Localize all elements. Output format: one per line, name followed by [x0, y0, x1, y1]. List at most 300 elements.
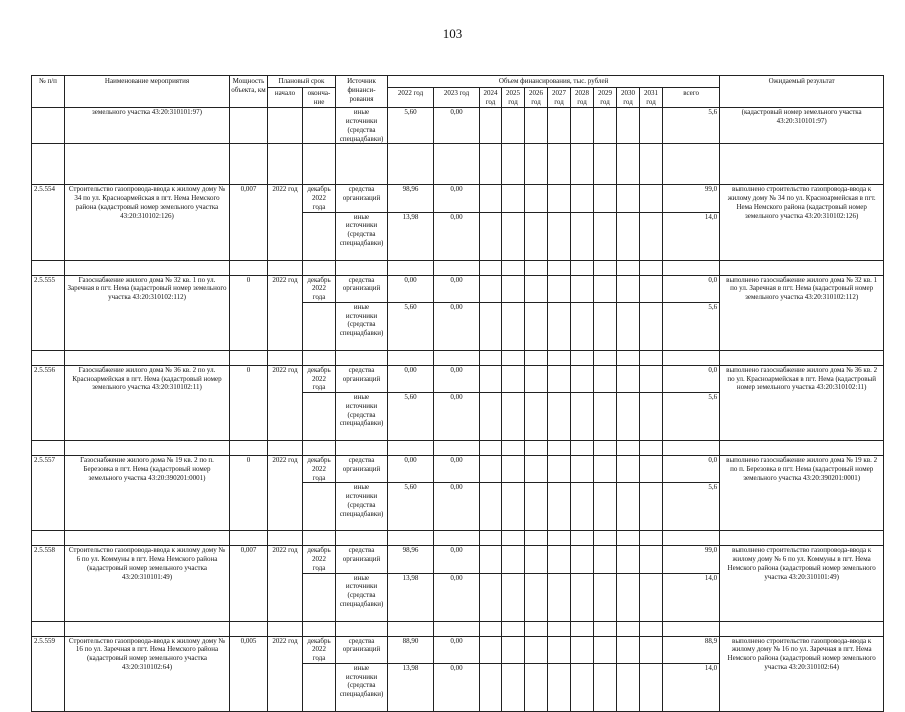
spacer-cell — [268, 144, 303, 185]
cell-2027 — [548, 212, 571, 260]
cell-2022: 98,96 — [388, 185, 434, 212]
spacer-cell — [640, 531, 663, 546]
financing-table — [31, 75, 884, 712]
spacer-cell — [663, 350, 720, 365]
spacer-cell — [548, 144, 571, 185]
cell-2031 — [640, 365, 663, 392]
cell-num: 2.5.556 — [32, 365, 65, 440]
cell-2031 — [640, 108, 663, 144]
spacer-cell — [502, 260, 525, 275]
cell-end — [303, 302, 336, 350]
cell-2026 — [525, 302, 548, 350]
cell-2024 — [480, 663, 502, 711]
cell-total: 0,0 — [663, 365, 720, 392]
cell-2028 — [571, 302, 594, 350]
spacer-cell — [230, 260, 268, 275]
spacer-row — [32, 531, 884, 546]
cell-2025 — [502, 365, 525, 392]
cell-2029 — [594, 393, 617, 441]
header-year: 2027 год — [548, 87, 571, 108]
cell-2022: 13,98 — [388, 212, 434, 260]
cell-2026 — [525, 185, 548, 212]
header-start: начало — [268, 87, 303, 108]
cell-2025 — [502, 663, 525, 711]
table-row — [32, 365, 884, 392]
cell-2027 — [548, 393, 571, 441]
cell-2031 — [640, 483, 663, 531]
cell-2024 — [480, 302, 502, 350]
cell-2027 — [548, 483, 571, 531]
spacer-cell — [65, 621, 230, 636]
spacer-cell — [617, 260, 640, 275]
cell-2028 — [571, 275, 594, 302]
spacer-cell — [617, 621, 640, 636]
cell-name: Газоснабжение жилого дома № 19 кв. 2 по п. Березовка в пгт. Нема (кадастровый номер земельного участка 43:20:390201:0001) — [65, 456, 230, 531]
cell-2029 — [594, 302, 617, 350]
cell-2030 — [617, 636, 640, 663]
table-row — [32, 275, 884, 302]
spacer-cell — [65, 441, 230, 456]
spacer-cell — [303, 144, 336, 185]
cell-num — [32, 108, 65, 144]
cell-2026 — [525, 483, 548, 531]
cell-2026 — [525, 663, 548, 711]
cell-2030 — [617, 108, 640, 144]
cell-2025 — [502, 573, 525, 621]
header-year: 2029 год — [594, 87, 617, 108]
cell-2029 — [594, 275, 617, 302]
cell-2022: 0,00 — [388, 365, 434, 392]
cell-2025 — [502, 456, 525, 483]
cell-start: 2022 год — [268, 275, 303, 350]
cell-source: средства организаций — [336, 275, 388, 302]
spacer-cell — [268, 621, 303, 636]
spacer-cell — [336, 260, 388, 275]
spacer-cell — [571, 621, 594, 636]
cell-num: 2.5.555 — [32, 275, 65, 350]
spacer-row — [32, 144, 884, 185]
cell-total: 5,6 — [663, 483, 720, 531]
spacer-cell — [32, 350, 65, 365]
spacer-cell — [640, 621, 663, 636]
cell-2030 — [617, 483, 640, 531]
cell-2026 — [525, 108, 548, 144]
table-row — [32, 185, 884, 212]
header-name: Наименование мероприятия — [65, 76, 230, 108]
cell-total: 99,0 — [663, 546, 720, 573]
cell-2024 — [480, 108, 502, 144]
spacer-cell — [594, 621, 617, 636]
cell-2027 — [548, 185, 571, 212]
cell-2027 — [548, 546, 571, 573]
cell-2031 — [640, 275, 663, 302]
cell-2024 — [480, 275, 502, 302]
cell-capacity — [230, 108, 268, 144]
cell-2028 — [571, 108, 594, 144]
cell-name: Строительство газопровода-ввода к жилому дому № 34 по ул. Красноармейская в пгт. Нема Немского района (кадастровый номер земельного участка 43:20:310102:126) — [65, 185, 230, 260]
spacer-cell — [548, 621, 571, 636]
cell-2029 — [594, 546, 617, 573]
header-year: 2024 год — [480, 87, 502, 108]
spacer-cell — [594, 144, 617, 185]
cell-2024 — [480, 636, 502, 663]
cell-2030 — [617, 185, 640, 212]
spacer-cell — [480, 260, 502, 275]
cell-2024 — [480, 546, 502, 573]
cell-2025 — [502, 393, 525, 441]
spacer-cell — [640, 350, 663, 365]
header-num: № п/п — [32, 76, 65, 108]
cell-end: декабрь 2022 года — [303, 456, 336, 483]
header-volume: Объем финансирования, тыс. рублей — [388, 76, 720, 88]
cell-total: 88,9 — [663, 636, 720, 663]
cell-2027 — [548, 365, 571, 392]
cell-total: 5,6 — [663, 302, 720, 350]
cell-source: иные источники (средства спецнадбавки) — [336, 393, 388, 441]
cell-start — [268, 108, 303, 144]
cell-2028 — [571, 573, 594, 621]
spacer-cell — [434, 531, 480, 546]
cell-2025 — [502, 483, 525, 531]
cell-2027 — [548, 275, 571, 302]
cell-name: Газоснабжение жилого дома № 32 кв. 1 по ул. Заречная в пгт. Нема (кадастровый номер земельного участка 43:20:310102:112) — [65, 275, 230, 350]
cell-2030 — [617, 275, 640, 302]
spacer-cell — [502, 350, 525, 365]
cell-2029 — [594, 108, 617, 144]
spacer-cell — [32, 260, 65, 275]
spacer-row — [32, 621, 884, 636]
cell-name: земельного участка 43:20:310101:97) — [65, 108, 230, 144]
spacer-cell — [230, 621, 268, 636]
cell-2030 — [617, 663, 640, 711]
cell-source: средства организаций — [336, 456, 388, 483]
cell-2028 — [571, 393, 594, 441]
spacer-cell — [502, 621, 525, 636]
spacer-cell — [525, 621, 548, 636]
spacer-cell — [525, 531, 548, 546]
cell-capacity: 0 — [230, 275, 268, 350]
cell-2029 — [594, 573, 617, 621]
cell-name: Строительство газопровода-ввода к жилому дому № 16 по ул. Заречная в пгт. Нема Немского района (кадастровый номер земельного участка 43:20:310102:64) — [65, 636, 230, 711]
cell-2029 — [594, 365, 617, 392]
spacer-cell — [502, 441, 525, 456]
spacer-cell — [548, 350, 571, 365]
cell-result: выполнено строительство газопровода-ввода к жилому дому № 16 по ул. Заречная в пгт. Нема Немского района (кадастровый номер земельного участка 43:20:310102:64) — [720, 636, 884, 711]
spacer-cell — [230, 441, 268, 456]
spacer-cell — [525, 441, 548, 456]
cell-total: 5,6 — [663, 393, 720, 441]
spacer-cell — [65, 144, 230, 185]
cell-2028 — [571, 663, 594, 711]
cell-end: декабрь 2022 года — [303, 365, 336, 392]
cell-name: Газоснабжение жилого дома № 36 кв. 2 по ул. Красноармейская в пгт. Нема (кадастровый номер земельного участка 43:20:310102:11) — [65, 365, 230, 440]
spacer-cell — [388, 441, 434, 456]
cell-result: (кадастровый номер земельного участка 43:20:310101:97) — [720, 108, 884, 144]
cell-start: 2022 год — [268, 185, 303, 260]
header-end: оконча-ние — [303, 87, 336, 108]
header-year: 2023 год — [434, 87, 480, 108]
spacer-cell — [434, 144, 480, 185]
cell-2025 — [502, 185, 525, 212]
spacer-cell — [720, 144, 884, 185]
cell-2024 — [480, 185, 502, 212]
spacer-cell — [268, 441, 303, 456]
cell-num: 2.5.557 — [32, 456, 65, 531]
cell-capacity: 0 — [230, 456, 268, 531]
cell-capacity: 0,007 — [230, 546, 268, 621]
cell-2028 — [571, 546, 594, 573]
spacer-cell — [303, 621, 336, 636]
spacer-cell — [65, 350, 230, 365]
spacer-cell — [617, 144, 640, 185]
spacer-cell — [336, 144, 388, 185]
cell-end: декабрь 2022 года — [303, 275, 336, 302]
cell-source: иные источники (средства спецнадбавки) — [336, 302, 388, 350]
cell-2022: 5,60 — [388, 302, 434, 350]
cell-2023: 0,00 — [434, 393, 480, 441]
header-total: всего — [663, 87, 720, 108]
spacer-cell — [32, 621, 65, 636]
cell-2029 — [594, 663, 617, 711]
cell-2030 — [617, 212, 640, 260]
spacer-cell — [720, 441, 884, 456]
cell-end — [303, 483, 336, 531]
cell-source: иные источники (средства спецнадбавки) — [336, 483, 388, 531]
cell-source: средства организаций — [336, 185, 388, 212]
spacer-cell — [65, 531, 230, 546]
cell-end — [303, 573, 336, 621]
spacer-cell — [388, 144, 434, 185]
header-year: 2031 год — [640, 87, 663, 108]
cell-start: 2022 год — [268, 456, 303, 531]
cell-2026 — [525, 212, 548, 260]
cell-2027 — [548, 636, 571, 663]
spacer-cell — [640, 260, 663, 275]
spacer-cell — [32, 531, 65, 546]
cell-2031 — [640, 185, 663, 212]
table-row — [32, 456, 884, 483]
spacer-cell — [525, 144, 548, 185]
cell-name: Строительство газопровода-ввода к жилому дому № 6 по ул. Коммуны в пгт. Нема Немского района (кадастровый номер земельного участка 43:20:310101:49) — [65, 546, 230, 621]
page-number: 103 — [442, 26, 463, 41]
spacer-cell — [65, 260, 230, 275]
cell-2030 — [617, 573, 640, 621]
header-source: Источник финанси-рования — [336, 76, 388, 108]
cell-2027 — [548, 108, 571, 144]
cell-2022: 5,60 — [388, 483, 434, 531]
spacer-cell — [388, 260, 434, 275]
cell-end — [303, 393, 336, 441]
spacer-cell — [434, 621, 480, 636]
spacer-cell — [32, 144, 65, 185]
cell-2029 — [594, 185, 617, 212]
spacer-cell — [571, 144, 594, 185]
cell-end: декабрь 2022 года — [303, 185, 336, 212]
spacer-cell — [617, 350, 640, 365]
cell-2028 — [571, 365, 594, 392]
cell-total: 99,0 — [663, 185, 720, 212]
table-row — [32, 636, 884, 663]
cell-total: 0,0 — [663, 456, 720, 483]
cell-2024 — [480, 365, 502, 392]
cell-2022: 13,98 — [388, 663, 434, 711]
spacer-cell — [303, 531, 336, 546]
cell-2026 — [525, 636, 548, 663]
cell-2023: 0,00 — [434, 108, 480, 144]
continuation-row — [32, 108, 884, 144]
cell-2023: 0,00 — [434, 663, 480, 711]
spacer-row — [32, 260, 884, 275]
spacer-cell — [303, 441, 336, 456]
cell-2028 — [571, 636, 594, 663]
cell-2028 — [571, 456, 594, 483]
spacer-cell — [571, 531, 594, 546]
spacer-cell — [480, 441, 502, 456]
table-row — [32, 546, 884, 573]
cell-2026 — [525, 393, 548, 441]
header-result: Ожидаемый результат — [720, 76, 884, 108]
cell-total: 0,0 — [663, 275, 720, 302]
spacer-cell — [268, 531, 303, 546]
cell-source: средства организаций — [336, 636, 388, 663]
spacer-cell — [663, 260, 720, 275]
spacer-cell — [720, 350, 884, 365]
cell-capacity: 0,005 — [230, 636, 268, 711]
cell-source: средства организаций — [336, 365, 388, 392]
cell-2027 — [548, 456, 571, 483]
spacer-cell — [336, 531, 388, 546]
cell-2031 — [640, 573, 663, 621]
header-year: 2030 год — [617, 87, 640, 108]
cell-2023: 0,00 — [434, 275, 480, 302]
spacer-row — [32, 441, 884, 456]
cell-source: средства организаций — [336, 546, 388, 573]
spacer-cell — [548, 260, 571, 275]
cell-2026 — [525, 546, 548, 573]
cell-2028 — [571, 185, 594, 212]
cell-2023: 0,00 — [434, 185, 480, 212]
spacer-cell — [548, 531, 571, 546]
cell-2022: 98,96 — [388, 546, 434, 573]
cell-2031 — [640, 302, 663, 350]
spacer-cell — [663, 621, 720, 636]
cell-2023: 0,00 — [434, 573, 480, 621]
spacer-cell — [640, 144, 663, 185]
cell-2023: 0,00 — [434, 302, 480, 350]
cell-2024 — [480, 212, 502, 260]
cell-end — [303, 212, 336, 260]
spacer-cell — [720, 531, 884, 546]
spacer-cell — [640, 441, 663, 456]
cell-start: 2022 год — [268, 636, 303, 711]
spacer-cell — [480, 621, 502, 636]
spacer-cell — [571, 441, 594, 456]
spacer-cell — [336, 621, 388, 636]
cell-end — [303, 108, 336, 144]
cell-2029 — [594, 456, 617, 483]
cell-source: иные источники (средства спецнадбавки) — [336, 212, 388, 260]
cell-2031 — [640, 456, 663, 483]
cell-2024 — [480, 456, 502, 483]
cell-total: 14,0 — [663, 663, 720, 711]
cell-num: 2.5.558 — [32, 546, 65, 621]
spacer-cell — [548, 441, 571, 456]
header-period: Плановый срок — [268, 76, 336, 88]
header-year: 2026 год — [525, 87, 548, 108]
cell-2026 — [525, 275, 548, 302]
cell-2025 — [502, 636, 525, 663]
cell-start: 2022 год — [268, 546, 303, 621]
spacer-cell — [594, 441, 617, 456]
cell-2023: 0,00 — [434, 483, 480, 531]
spacer-cell — [336, 441, 388, 456]
spacer-cell — [230, 144, 268, 185]
spacer-cell — [480, 350, 502, 365]
cell-source: иные источники (средства спецнадбавки) — [336, 663, 388, 711]
spacer-cell — [434, 441, 480, 456]
spacer-cell — [502, 531, 525, 546]
cell-2030 — [617, 456, 640, 483]
header-capacity: Мощность объекта, км — [230, 76, 268, 108]
cell-2023: 0,00 — [434, 456, 480, 483]
cell-2023: 0,00 — [434, 546, 480, 573]
spacer-cell — [525, 260, 548, 275]
cell-2022: 5,60 — [388, 393, 434, 441]
cell-2031 — [640, 546, 663, 573]
cell-2022: 5,60 — [388, 108, 434, 144]
spacer-cell — [480, 531, 502, 546]
cell-capacity: 0 — [230, 365, 268, 440]
cell-2022: 0,00 — [388, 456, 434, 483]
cell-2031 — [640, 393, 663, 441]
cell-2031 — [640, 663, 663, 711]
cell-2030 — [617, 302, 640, 350]
header-year: 2028 год — [571, 87, 594, 108]
cell-num: 2.5.559 — [32, 636, 65, 711]
cell-2025 — [502, 212, 525, 260]
cell-2029 — [594, 483, 617, 531]
cell-2029 — [594, 212, 617, 260]
cell-end: декабрь 2022 года — [303, 636, 336, 663]
spacer-cell — [720, 621, 884, 636]
spacer-cell — [388, 621, 434, 636]
cell-2030 — [617, 393, 640, 441]
header-year: 2025 год — [502, 87, 525, 108]
cell-2022: 0,00 — [388, 275, 434, 302]
cell-result: выполнено строительство газопровода-ввода к жилому дому № 6 по ул. Коммуны в пгт. Нема Немского района (кадастровый номер земельного участка 43:20:310101:49) — [720, 546, 884, 621]
spacer-cell — [336, 350, 388, 365]
cell-result: выполнено газоснабжение жилого дома № 36 кв. 2 по ул. Красноармейская в пгт. Нема (кадастровый номер земельного участка 43:20:310102:11) — [720, 365, 884, 440]
spacer-cell — [617, 531, 640, 546]
cell-2030 — [617, 546, 640, 573]
spacer-cell — [571, 260, 594, 275]
cell-2031 — [640, 212, 663, 260]
cell-end — [303, 663, 336, 711]
spacer-cell — [594, 531, 617, 546]
spacer-row — [32, 350, 884, 365]
cell-result: выполнено газоснабжение жилого дома № 19 кв. 2 по п. Березовка в пгт. Нема (кадастровый номер земельного участка 43:20:390201:0001) — [720, 456, 884, 531]
cell-2025 — [502, 546, 525, 573]
cell-source: иные источники (средства спецнадбавки) — [336, 573, 388, 621]
cell-num: 2.5.554 — [32, 185, 65, 260]
cell-2027 — [548, 663, 571, 711]
cell-2031 — [640, 636, 663, 663]
cell-2026 — [525, 456, 548, 483]
cell-end: декабрь 2022 года — [303, 546, 336, 573]
cell-2028 — [571, 212, 594, 260]
cell-total: 14,0 — [663, 212, 720, 260]
spacer-cell — [268, 350, 303, 365]
